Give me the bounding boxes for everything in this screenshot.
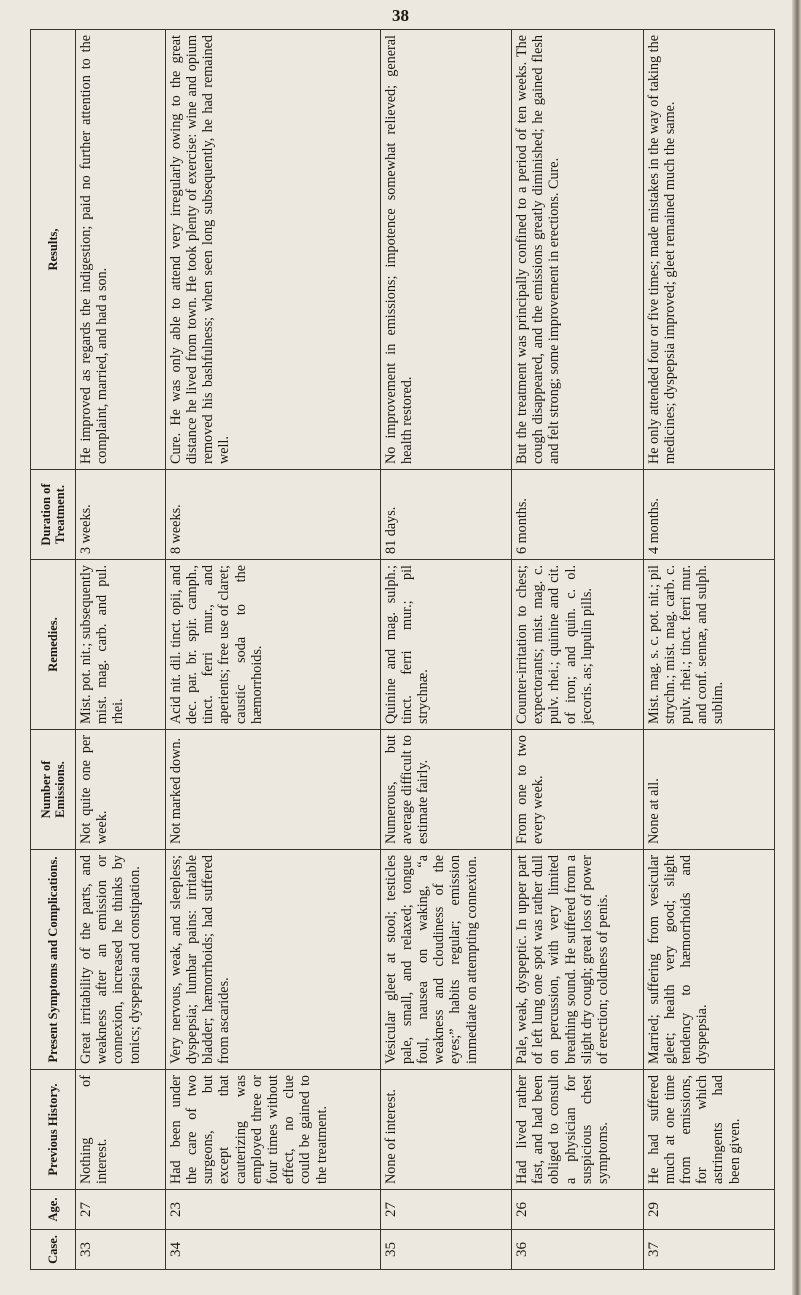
header-history: Previous History. <box>31 1070 76 1190</box>
present-symptoms: Married; suffering from vesicular gleet; health very good; slight tendency to hæmorrhoids and dyspepsia. <box>643 850 775 1070</box>
results: He only attended four or five times; made mistakes in the way of taking the medicines; dyspepsia improved; gleet remained much the same. <box>643 30 775 470</box>
case-number: 36 <box>512 1230 643 1270</box>
number-of-emissions: Not marked down. <box>165 730 380 850</box>
number-of-emissions: From one to two every week. <box>512 730 643 850</box>
present-symptoms: Pale, weak, dyspeptic. In upper part of left lung one spot was rather dull on percussion, with very limited breathing sound. He suffered from a slight dry cough; great loss of power of erection; coldness of penis. <box>512 850 643 1070</box>
table-row <box>643 30 775 1270</box>
present-symptoms: Great irritability of the parts, and weakness after an emission or connexion, increased he thinks by tonics; dyspepsia and constipation. <box>76 850 166 1070</box>
case-table-sheet <box>30 30 775 1270</box>
present-symptoms: Very nervous, weak, and sleepless; dyspepsia; lumbar pains: irritable bladder; hæmorrhoids; had suffered from ascarides. <box>165 850 380 1070</box>
previous-history: He had suffered much at one time from emissions, for which astringents had been given. <box>643 1070 775 1190</box>
remedies: Acid nit. dil. tinct. opii, and dec. par. br. spir. camph., tinct. ferri mur., and aperients; free use of claret; caustic soda to the hæmorrhoids. <box>165 560 380 730</box>
results: But the treatment was principally confined to a period of ten weeks. The cough disappeared, and the emissions greatly diminished; he gained flesh and felt strong; some improvement in erections. Cure. <box>512 30 643 470</box>
results: Cure. He was only able to attend very irregularly owing to the great distance he lived from town. He took plenty of exercise: wine and opium removed his bashfulness; when seen long subsequently, he had remained well. <box>165 30 380 470</box>
remedies: Mist. mag. s. c. pot. nit.; pil strychn.; mist. mag. carb. c. pulv. rhei.; tinct. ferri mur. and conf. sennæ, and sulph. sublim. <box>643 560 775 730</box>
age: 29 <box>643 1190 775 1230</box>
age: 27 <box>380 1190 511 1230</box>
remedies: Mist. pot. nit.; subsequently mist. mag. carb. and pul. rhei. <box>76 560 166 730</box>
previous-history: Nothing of interest. <box>76 1070 166 1190</box>
duration: 81 days. <box>380 470 511 560</box>
remedies: Quinine and mag. sulph.; tinct. ferri mur.; pil strychnæ. <box>380 560 511 730</box>
number-of-emissions: Numerous, but average difficult to estimate fairly. <box>380 730 511 850</box>
remedies: Counter-irritation to chest; expectorants; mist. mag. c. pulv. rhei.; quinine and cit. of iron; and quin. c. ol. jecoris. as; lupulin pills. <box>512 560 643 730</box>
case-number: 37 <box>643 1230 775 1270</box>
number-of-emissions: Not quite one per week. <box>76 730 166 850</box>
case-number: 33 <box>76 1230 166 1270</box>
duration: 4 months. <box>643 470 775 560</box>
previous-history: Had lived rather fast, and had been obliged to consult a physician for suspicious chest symptoms. <box>512 1070 643 1190</box>
header-results: Results, <box>31 30 76 470</box>
previous-history: None of interest. <box>380 1070 511 1190</box>
header-age: Age. <box>31 1190 76 1230</box>
number-of-emissions: None at all. <box>643 730 775 850</box>
header-emissions: Number of Emissions. <box>31 730 76 850</box>
header-symptoms: Present Symptoms and Complications. <box>31 850 76 1070</box>
table-row <box>380 30 511 1270</box>
page-number: 38 <box>392 6 409 25</box>
header-case: Case. <box>31 1230 76 1270</box>
previous-history: Had been under the care of two surgeons, but except that cauterizing was employed three or four times without effect, no clue could be gained to the treatment. <box>165 1070 380 1190</box>
table-row <box>512 30 643 1270</box>
present-symptoms: Vesicular gleet at stool; testicles pale, small, and relaxed; tongue foul, nausea on waking, “a weakness and cloudiness of the eyes;” habits regular; emission immediate on attempting connexion. <box>380 850 511 1070</box>
table-row <box>165 30 380 1270</box>
table-row <box>76 30 166 1270</box>
age: 26 <box>512 1190 643 1230</box>
duration: 3 weeks. <box>76 470 166 560</box>
age: 27 <box>76 1190 166 1230</box>
header-row <box>31 30 76 1270</box>
results: He improved as regards the indigestion; paid no further attention to the complaint, married, and had a son. <box>76 30 166 470</box>
case-number: 34 <box>165 1230 380 1270</box>
case-number: 35 <box>380 1230 511 1270</box>
header-remedies: Remedies. <box>31 560 76 730</box>
age: 23 <box>165 1190 380 1230</box>
duration: 6 months. <box>512 470 643 560</box>
header-duration: Duration of Treatment. <box>31 470 76 560</box>
page-edge-shadow <box>792 0 801 1295</box>
results: No improvement in emissions; impotence somewhat relieved; general health restored. <box>380 30 511 470</box>
duration: 8 weeks. <box>165 470 380 560</box>
case-table <box>30 29 775 1270</box>
